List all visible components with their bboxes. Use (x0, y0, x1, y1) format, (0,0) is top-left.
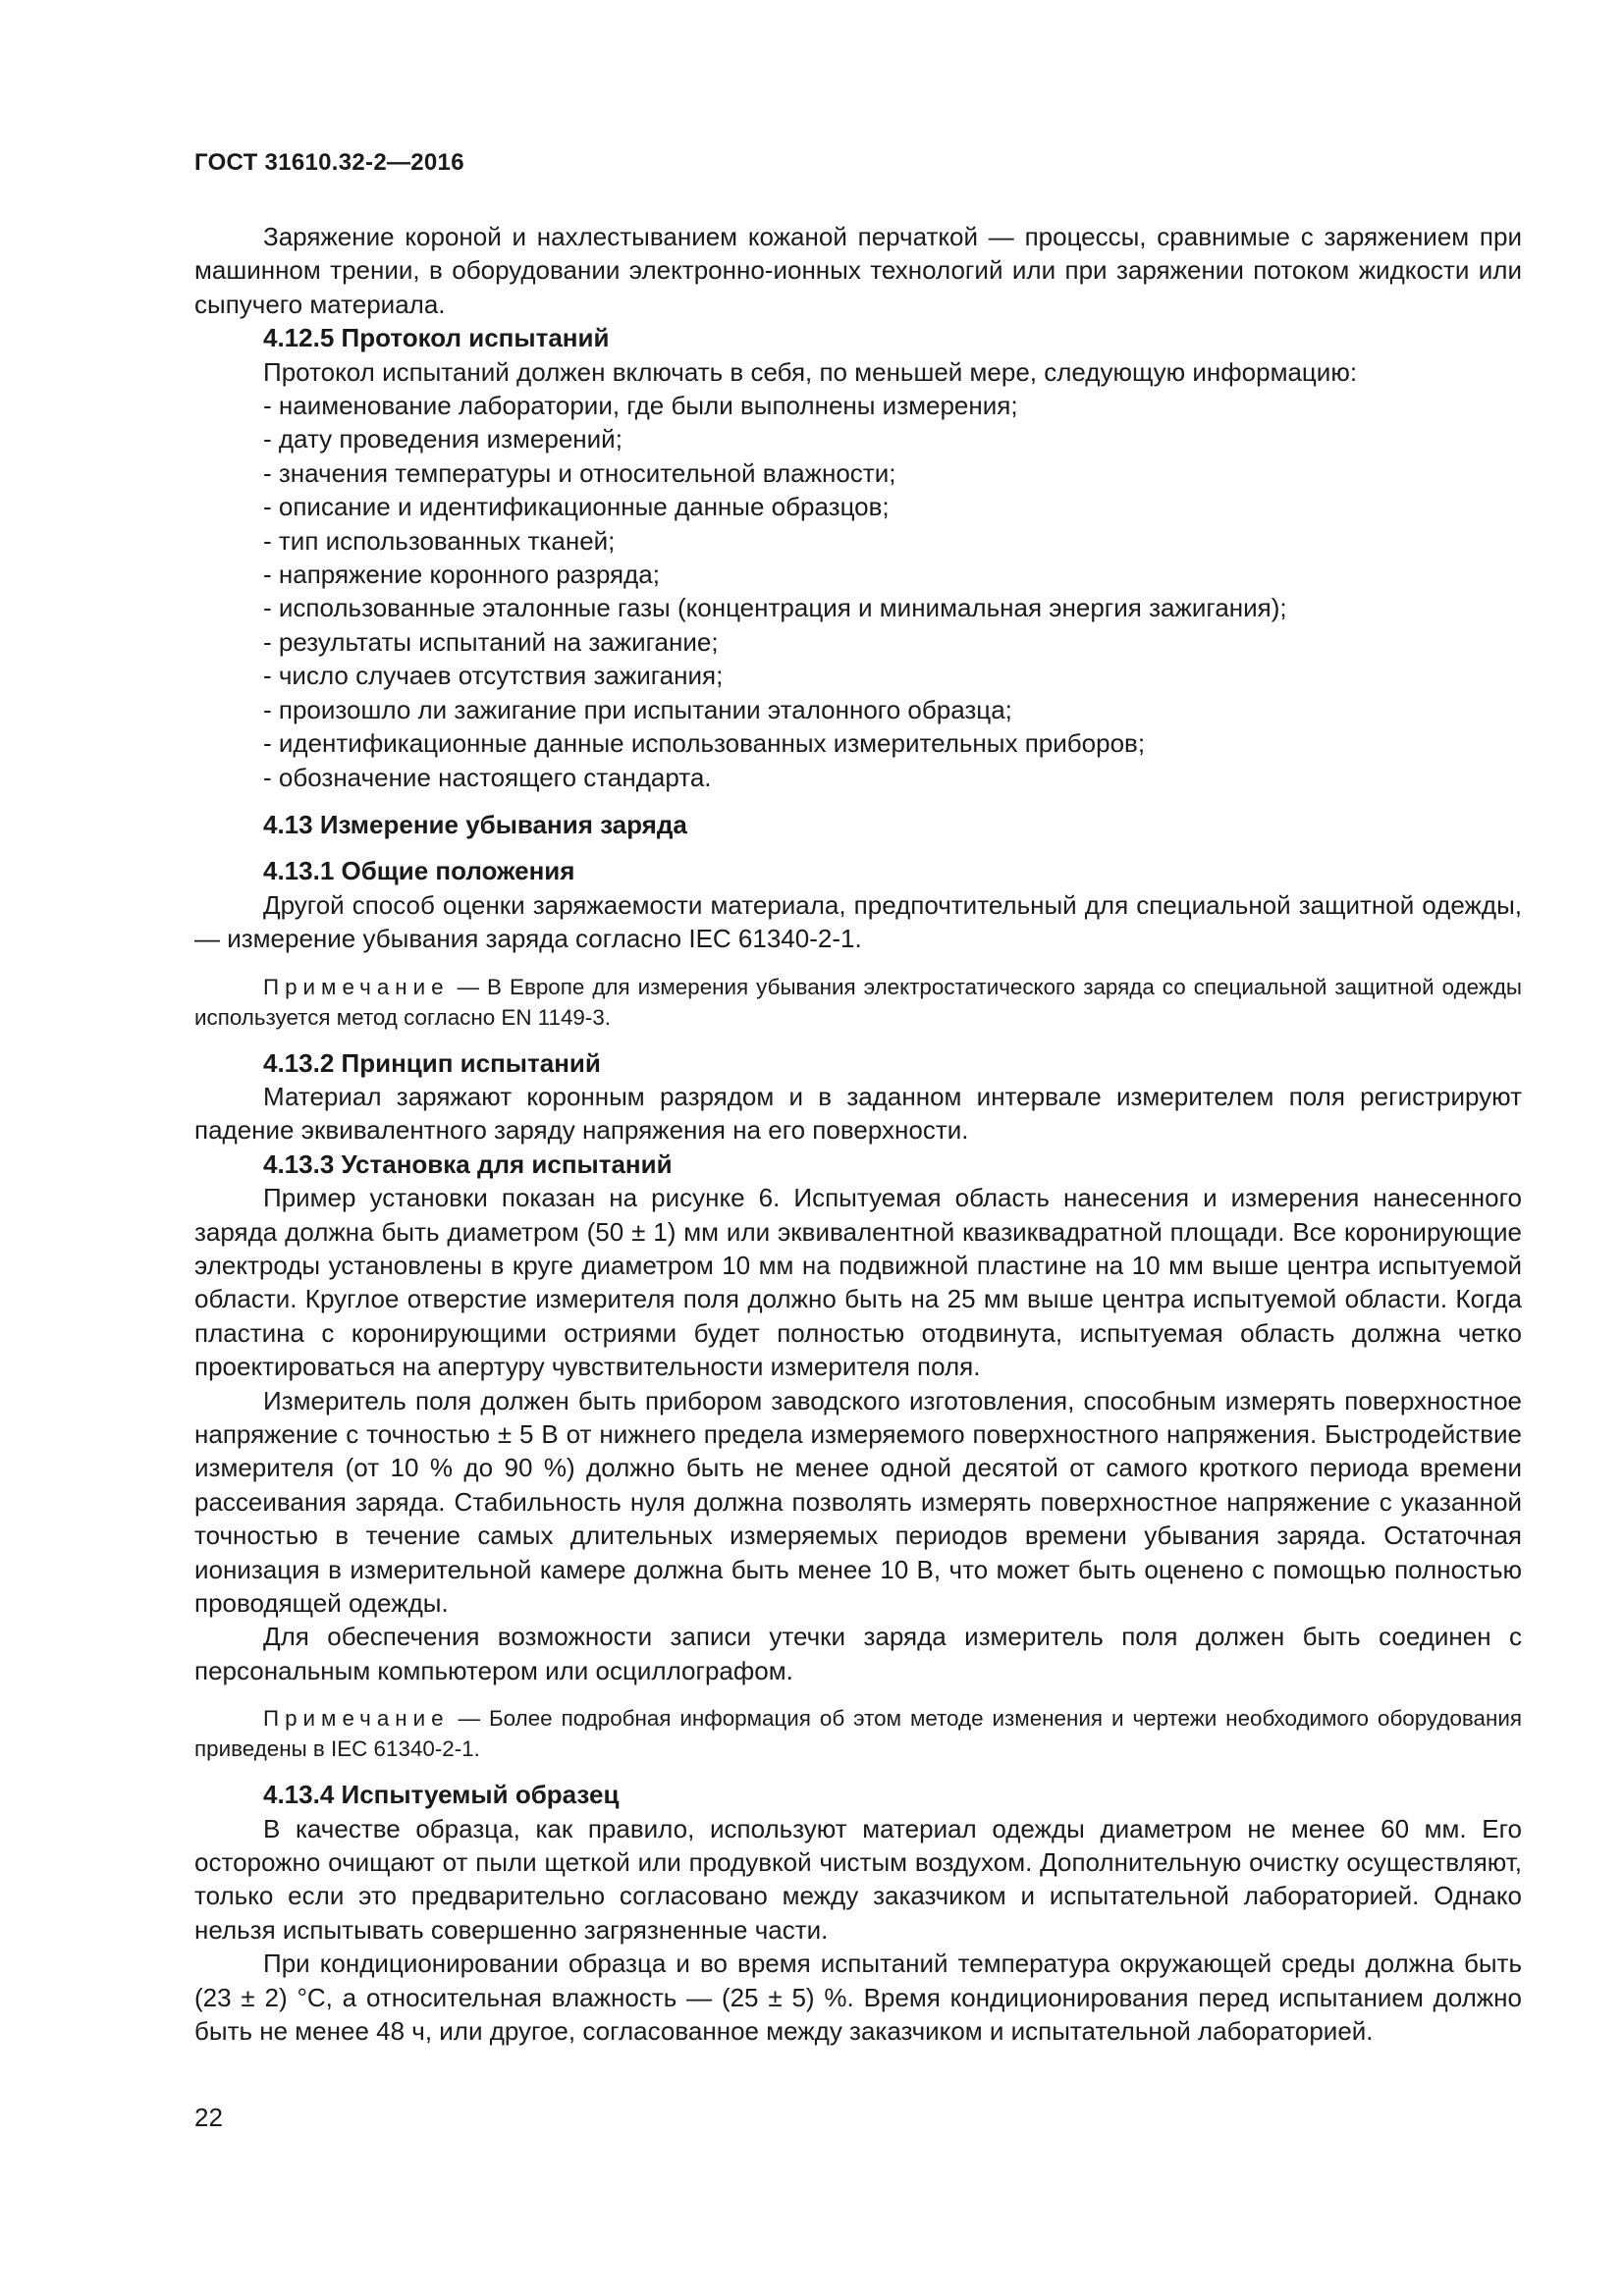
section-heading-4-13: 4.13 Измерение убывания заряда (263, 809, 687, 839)
list-item: - использованные эталонные газы (концентрация и минимальная энергия зажигания); (263, 593, 1287, 623)
note-text: — В Европе для измерения убывания электростатического заряда со специальной защитной одежды используется метод согласно EN 1149-3. (194, 974, 1522, 1030)
list-item: - тип использованных тканей; (263, 525, 616, 556)
note-text: — Более подробная информация об этом методе изменения и чертежи необходимого оборудования приведены в IEC 61340-2-1. (194, 1706, 1522, 1762)
note-4-13-3 (194, 1703, 1522, 1764)
report-items-list (194, 389, 1522, 794)
section-paragraph-4-13-3-b: Измеритель поля должен быть прибором заводского изготовления, способным измерять поверхностное напряжение с точностью ± 5 В от нижнего предела измеряемого поверхностного напряжения. Быстродействие измерителя (от 10 % до 90 %) должно быть не менее одной десятой от самого кроткого периода времени рассеивания заряда. Стабильность нуля должна позволять измерять поверхностное напряжение с указанной точностью в течение самых длительных измеряемых периодов времени убывания заряда. Остаточная ионизация в измерительной камере должна быть менее 10 В, что может быть оценено с помощью полностью проводящей одежды. (194, 1385, 1522, 1619)
section-heading-4-13-1: 4.13.1 Общие положения (263, 856, 575, 886)
list-item: - результаты испытаний на зажигание; (263, 626, 719, 657)
section-paragraph-4-13-4-a: В качестве образца, как правило, используют материал одежды диаметром не менее 60 мм. Его осторожно очищают от пыли щеткой или продувкой чистым воздухом. Дополнительную очистку осуществляют, только если это предварительно согласовано между заказчиком и испытательной лабораторией. Однако нельзя испытывать совершенно загрязненные части. (194, 1813, 1522, 1945)
section-lead-4-12-5: Протокол испытаний должен включать в себя, по меньшей мере, следующую информацию: (263, 356, 1358, 387)
list-item: - число случаев отсутствия зажигания; (263, 661, 724, 691)
section-paragraph-4-13-3-a: Пример установки показан на рисунке 6. Испытуемая область нанесения и измерения нанесенного заряда должна быть диаметром (50 ± 1) мм или эквивалентной квазиквадратной площади. Все коронирующие электроды установлены в круге диаметром 10 мм на подвижной пластине на 10 мм выше центра испытуемой области. Круглое отверстие измерителя поля должно быть на 25 мм выше центра испытуемой области. Когда пластина с коронирующими остриями будет полностью отодвинута, испытуемая область должна четко проектироваться на апертуру чувствительности измерителя поля. (194, 1183, 1522, 1382)
page-number: 22 (194, 2103, 223, 2132)
document-body (194, 220, 1522, 2049)
section-paragraph-4-13-2: Материал заряжают коронным разрядом и в заданном интервале измерителем поля регистрируют падение эквивалентного заряду напряжения на его поверхности. (194, 1081, 1522, 1146)
section-paragraph-4-13-3-c: Для обеспечения возможности записи утечки заряда измеритель поля должен быть соединен с персональным компьютером или осциллографом. (194, 1622, 1522, 1685)
section-paragraph-4-13-4-b: При кондиционировании образца и во время испытаний температура окружающей среды должна быть (23 ± 2) °С, а относительная влажность — (25 ± 5) %. Время кондиционирования перед испытанием должно быть не менее 48 ч, или другое, согласованное между заказчиком и испытательной лабораторией. (194, 1949, 1522, 2047)
note-label: Примечание (263, 1706, 450, 1732)
list-item: - обозначение настоящего стандарта. (263, 762, 712, 792)
list-item: - наименование лаборатории, где были выполнены измерения; (263, 391, 1018, 421)
note-4-13-1 (194, 972, 1522, 1033)
section-heading-4-12-5: 4.12.5 Протокол испытаний (263, 323, 610, 353)
list-item: - описание и идентификационные данные образцов; (263, 492, 890, 522)
section-paragraph-4-13-1: Другой способ оценки заряжаемости материала, предпочтительный для специальной защитной одежды, — измерение убывания заряда согласно IEC 61340-2-1. (194, 889, 1522, 954)
note-label: Примечание (263, 974, 450, 999)
section-heading-4-13-2: 4.13.2 Принцип испытаний (263, 1047, 601, 1078)
list-item: - дату проведения измерений; (263, 424, 623, 454)
intro-paragraph: Заряжение короной и нахлестыванием кожаной перчаткой — процессы, сравнимые с заряжением при машинном трении, в оборудовании электронно-ионных технологий или при заряжении потоком жидкости или сыпучего материала. (194, 222, 1522, 319)
list-item: - значения температуры и относительной влажности; (263, 457, 896, 488)
list-item: - идентификационные данные использованных измерительных приборов; (263, 728, 1146, 759)
list-item: - произошло ли зажигание при испытании эталонного образца; (263, 694, 1012, 724)
section-heading-4-13-4: 4.13.4 Испытуемый образец (263, 1780, 620, 1810)
document-header: ГОСТ 31610.32-2—2016 (194, 149, 464, 176)
section-heading-4-13-3: 4.13.3 Установка для испытаний (263, 1148, 673, 1179)
list-item: - напряжение коронного разряда; (263, 560, 660, 590)
